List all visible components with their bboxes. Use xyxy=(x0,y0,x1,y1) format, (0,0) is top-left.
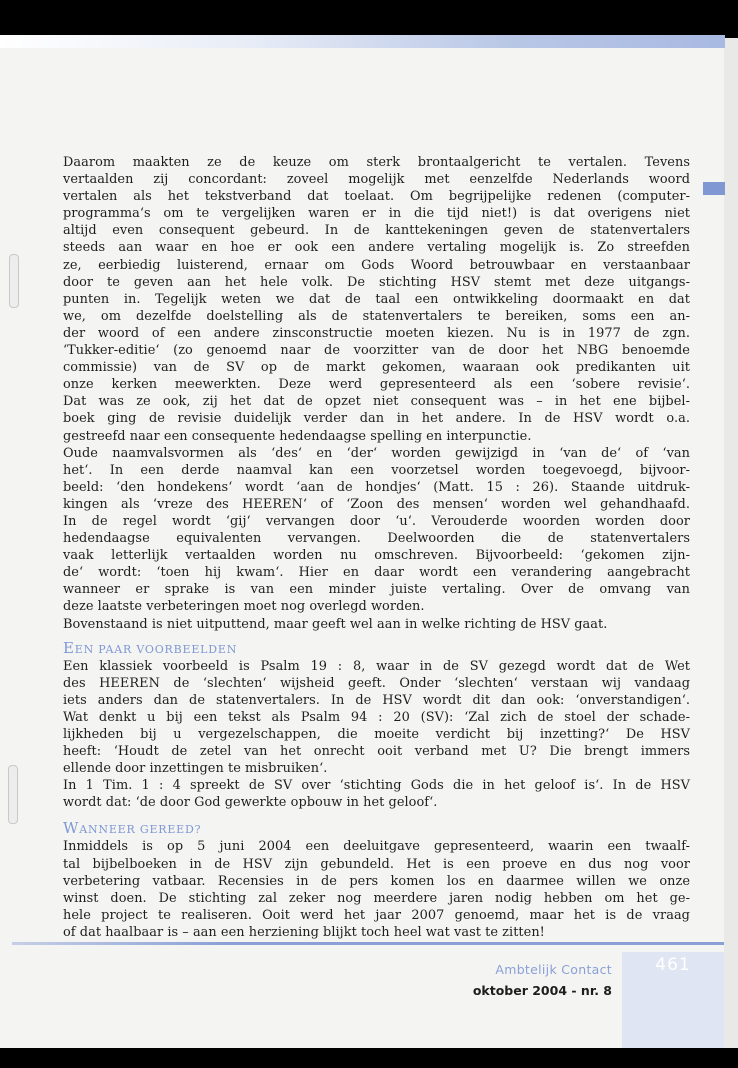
page-number: 461 xyxy=(655,955,691,975)
magazine-title: Ambtelijk Contact xyxy=(495,962,612,977)
binder-clip-icon xyxy=(8,765,18,824)
text-line: vaak letterlijk vertaalden worden nu omschreven. Bijvoorbeeld: ‘gekomen zijn- xyxy=(63,548,690,564)
text-line: vertaalden zij concordant: zoveel mogelijk met eenzelfde Nederlands woord xyxy=(63,172,690,188)
text-line: winst doen. De stichting zal zeker nog meerdere jaren nodig hebben om het ge- xyxy=(63,890,690,906)
text-line: verbetering vatbaar. Recensies in de pers komen los en daarmee willen we onze xyxy=(63,873,690,889)
text-line: In de regel wordt ‘gij‘ vervangen door ‘u‘. Verouderde woorden worden door xyxy=(63,513,690,529)
header-stripe xyxy=(0,35,725,48)
text-line: punten in. Tegelijk weten we dat de taal een ontwikkeling doormaakt en dat xyxy=(63,291,690,307)
paragraph-intro xyxy=(63,154,690,445)
text-line: commissie) van de SV op de markt gekomen, waaraan ook predikanten uit xyxy=(63,360,690,376)
text-line: wanneer er sprake is van een minder juiste vertaling. Over de omvang van xyxy=(63,582,690,598)
paragraph-spelling xyxy=(63,445,690,616)
paragraph-timotheus xyxy=(63,777,690,811)
scan-top-border xyxy=(0,0,738,38)
page-gutter xyxy=(724,38,738,1048)
binder-clip-icon xyxy=(9,254,19,308)
scan-bottom-border xyxy=(0,1048,738,1068)
text-line: hedendaagse equivalenten vervangen. Deelwoorden die de statenvertalers xyxy=(63,531,690,547)
text-line: Daarom maakten ze de keuze om sterk brontaalgericht te vertalen. Tevens xyxy=(63,155,690,170)
text-line: deze laatste verbeteringen moet nog overlegd worden. xyxy=(63,599,425,615)
paragraph-planning xyxy=(63,838,690,941)
text-line: Een klassiek voorbeeld is Psalm 19 : 8, waar in de SV gezegd wordt dat de Wet xyxy=(63,658,690,674)
text-line: we, om dezelfde doelstelling als de statenvertalers te bereiken, soms een an- xyxy=(63,308,690,324)
side-tab-marker xyxy=(703,182,725,195)
section-heading-gereed: WANNEER GEREED? xyxy=(63,819,202,838)
text-line: ‘Tukker-editie‘ (zo genoemd naar de voorzitter van de door het NBG benoemde xyxy=(63,343,690,359)
text-line: lijkheden bij u vergezelschappen, die moeite verdicht bij inzetting?‘ De HSV xyxy=(63,727,690,742)
text-line: steeds aan waar en hoe er ook een andere vertaling mogelijk is. Zo streefden xyxy=(63,240,690,256)
text-line: In 1 Tim. 1 : 4 spreekt de SV over ‘stichting Gods die in het geloof is‘. In de HSV xyxy=(63,778,690,794)
text-line: beeld: ‘den hondekens‘ wordt ‘aan de hondjes‘ (Matt. 15 : 26). Staande uitdruk- xyxy=(63,479,690,495)
text-line: heeft: ‘Houdt de zetel van het onrecht ooit verband met U? Die brengt immers xyxy=(63,744,690,760)
text-line: des HEEREN de ‘slechten‘ wijsheid geeft. Onder ‘slechten‘ verstaan wij vandaag xyxy=(63,675,690,691)
text-line: Dat was ze ook, zij het dat de opzet niet consequent was – in het ene bijbel- xyxy=(63,394,690,410)
text-line: programma‘s om te vergelijken waren er in die tijd niet!) is dat overigens niet xyxy=(63,206,690,222)
text-line: ze, eerbiedig luisterend, ernaar om Gods Woord betrouwbaar en verstaanbaar xyxy=(63,257,690,273)
text-line: hele project te realiseren. Ooit werd het jaar 2007 genoemd, maar het is de vraag xyxy=(63,907,690,923)
text-line: gestreefd naar een consequente hedendaagse spelling en interpunctie. xyxy=(63,428,532,444)
text-line: Oude naamvalsvormen als ‘des‘ en ‘der‘ worden gewijzigd in ‘van de‘ of ‘van xyxy=(63,445,690,461)
paragraph-examples xyxy=(63,658,690,778)
text-line: der woord of een andere zinsconstructie moeten kiezen. Nu is in 1977 de zgn. xyxy=(63,325,690,341)
text-line: Wat denkt u bij een tekst als Psalm 94 : 20 (SV): ‘Zal zich de stoel der schade- xyxy=(63,709,690,725)
text-line: Inmiddels is op 5 juni 2004 een deeluitgave gepresenteerd, waarin een twaalf- xyxy=(63,839,690,855)
paragraph-summary xyxy=(63,616,690,633)
text-line: de‘ wordt: ‘toen hij kwam‘. Hier en daar wordt een verandering aangebracht xyxy=(63,565,690,581)
issue-info: oktober 2004 - nr. 8 xyxy=(472,983,612,998)
text-line: of dat haalbaar is – aan een herziening blijkt toch heel wat vast te zitten! xyxy=(63,924,545,940)
text-line: boek ging de revisie duidelijk verder dan in het andere. In de HSV wordt o.a. xyxy=(63,411,690,427)
text-line: ellende door inzettingen te misbruiken‘. xyxy=(63,761,328,777)
text-line: tal bijbelboeken in de HSV zijn gebundeld. Het is een proeve en dus nog voor xyxy=(63,856,690,872)
text-line: vertalen als het tekstverband dat toelaat. Om begrijpelijke redenen (computer- xyxy=(63,189,690,205)
footer-divider xyxy=(12,942,724,945)
text-line: het‘. In een derde naamval kan een voorzetsel worden toegevoegd, bijvoor- xyxy=(63,462,690,478)
text-line: altijd even consequent gebeurd. In de kanttekeningen geven de statenvertalers xyxy=(63,223,690,239)
text-line: onze kerken meewerkten. Deze werd gepresenteerd als een ‘sobere revisie‘. xyxy=(63,377,690,393)
text-line: door te geven aan het hele volk. De stichting HSV stemt met deze uitgangs- xyxy=(63,274,690,290)
article-body xyxy=(63,154,690,941)
text-line: wordt dat: ‘de door God gewerkte opbouw in het geloof‘. xyxy=(63,795,438,811)
text-line: kingen als ‘vreze des HEEREN‘ of ‘Zoon des mensen‘ worden wel gehandhaafd. xyxy=(63,496,690,512)
section-heading-voorbeelden: EEN PAAR VOORBEELDEN xyxy=(63,638,238,657)
text-line: iets anders dan de statenvertalers. In de HSV wordt dit dan ook: ‘onverstandigen‘. xyxy=(63,692,690,708)
text-line: Bovenstaand is niet uitputtend, maar geeft wel aan in welke richting de HSV gaat. xyxy=(63,616,608,632)
